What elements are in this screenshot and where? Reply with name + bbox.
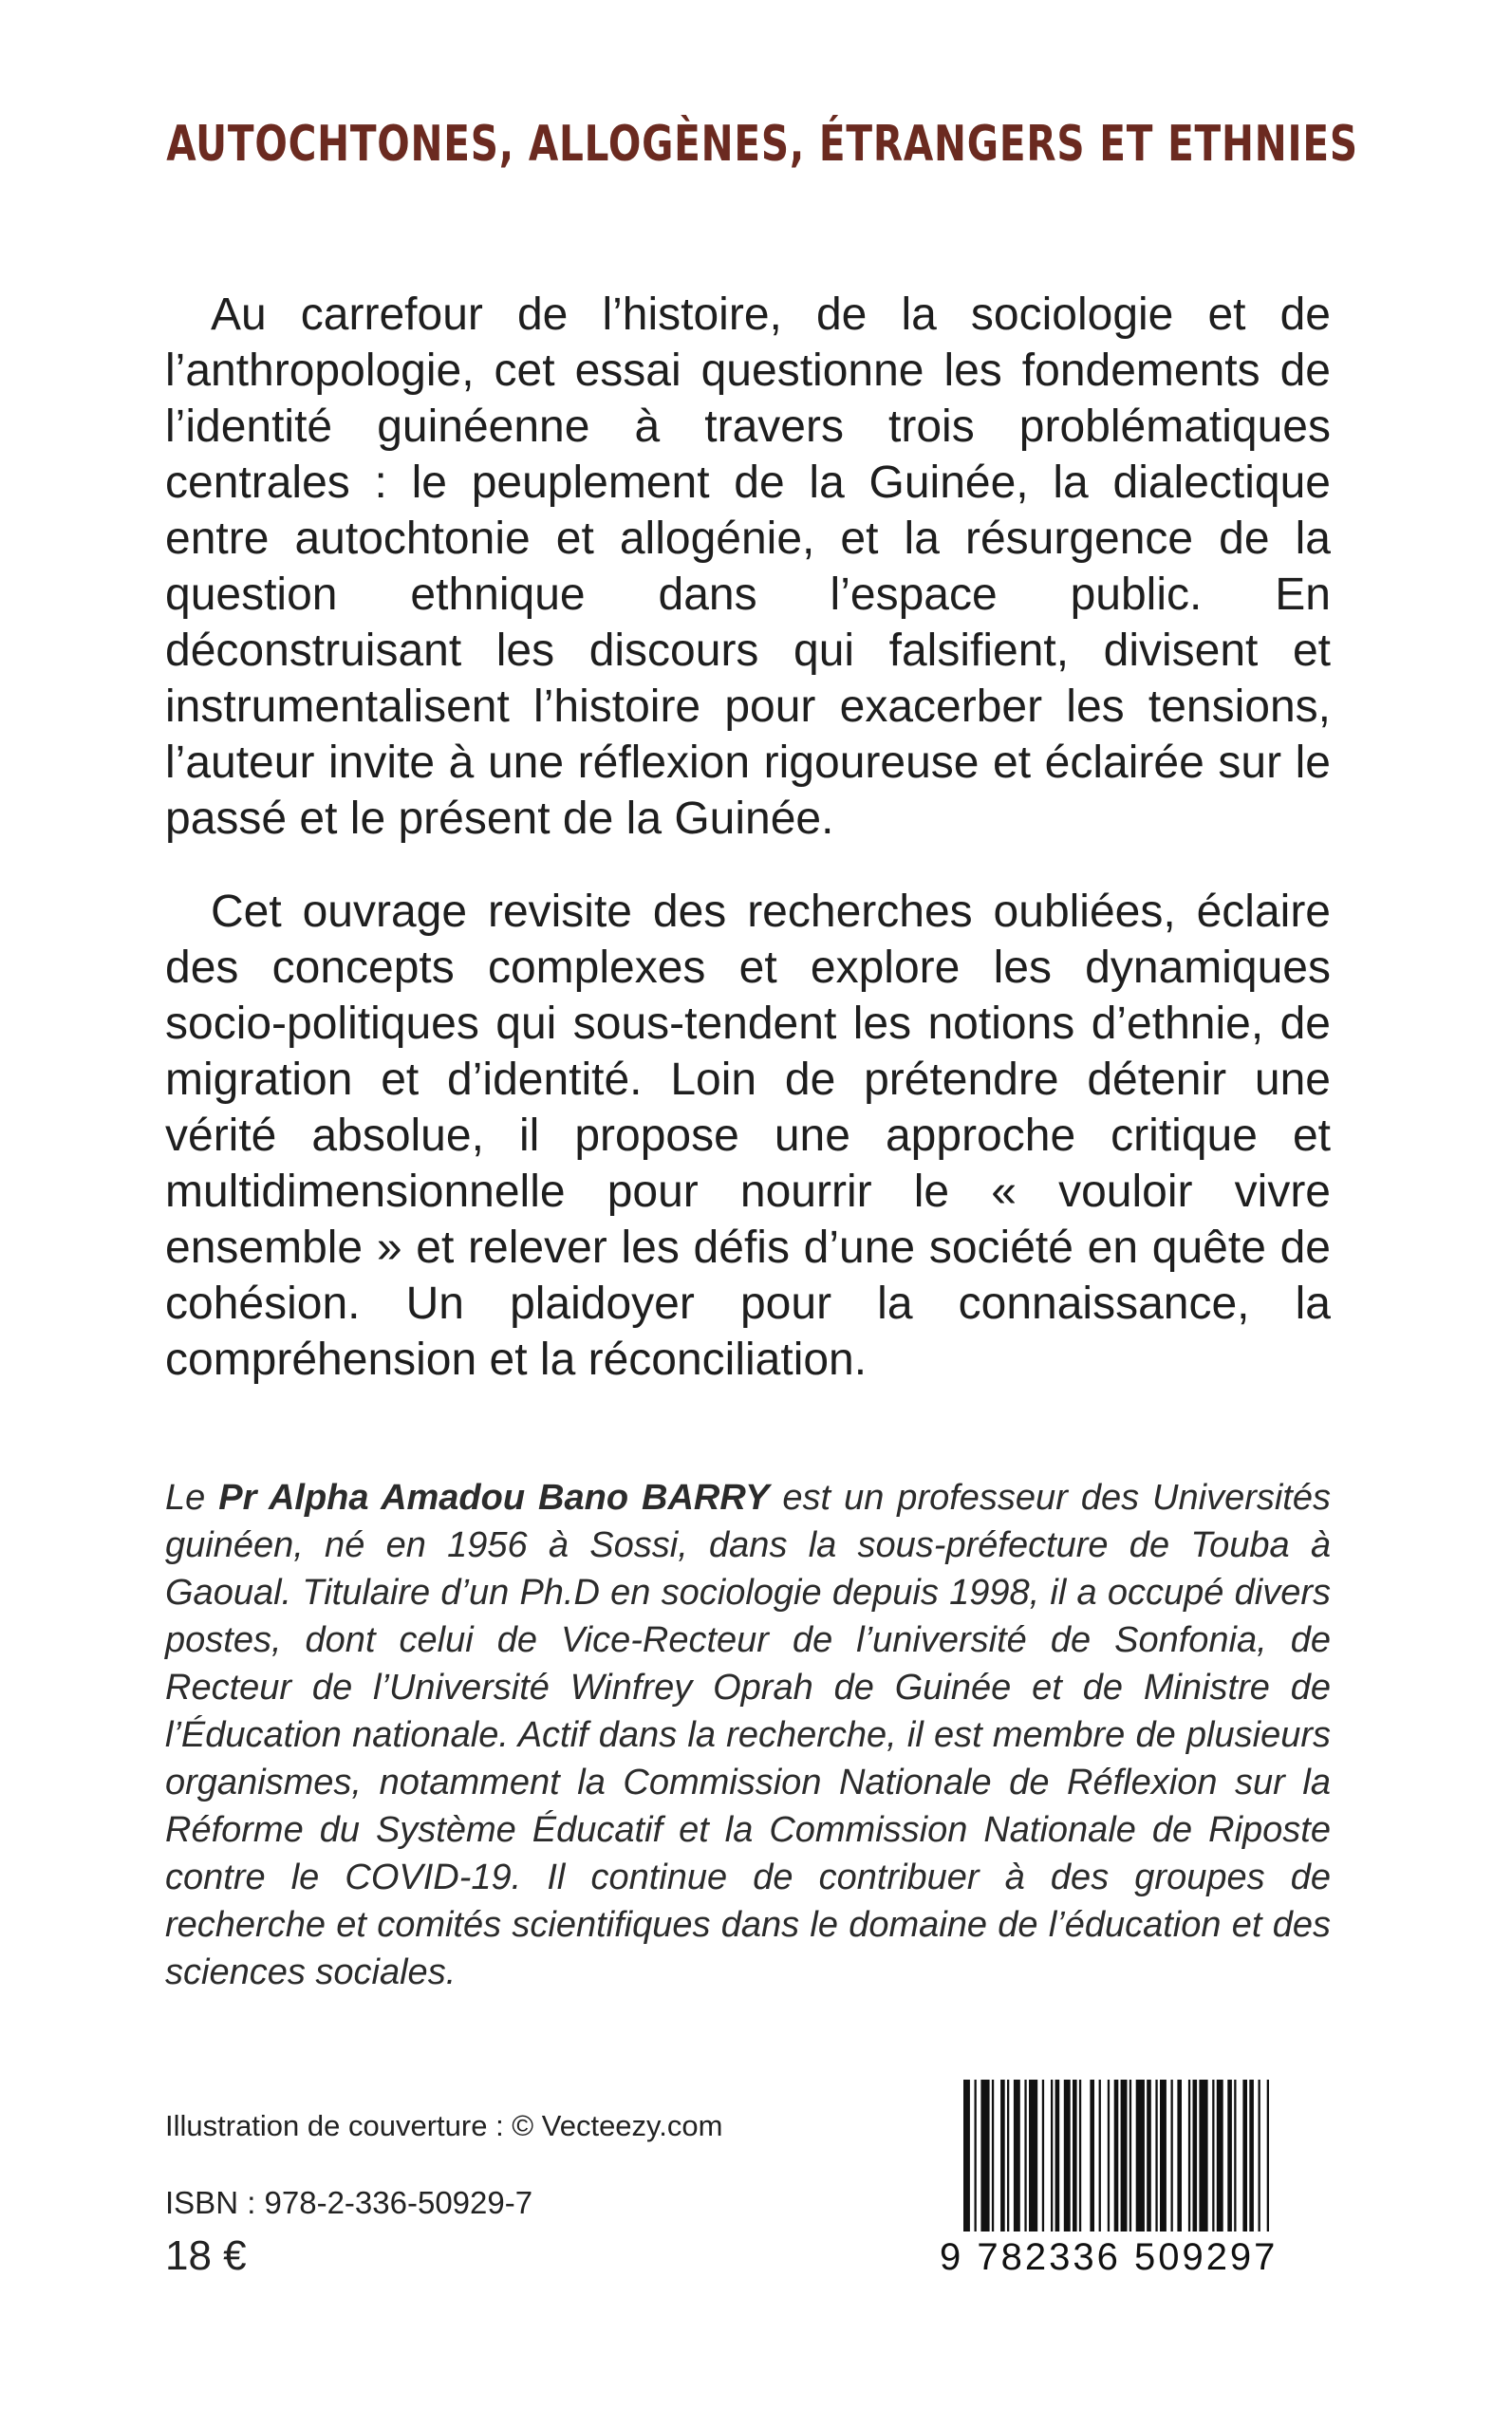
book-title: AUTOCHTONES, ALLOGÈNES, ÉTRANGERS ET ETHNIES xyxy=(166,116,1358,173)
barcode-bar xyxy=(1007,2080,1009,2232)
barcode-bar xyxy=(1212,2080,1214,2232)
barcode-bar xyxy=(1042,2080,1044,2232)
barcode-bar xyxy=(1160,2080,1167,2232)
barcode-bar xyxy=(1055,2080,1060,2232)
barcode-bar xyxy=(1242,2080,1247,2232)
barcode-bar xyxy=(963,2080,970,2232)
barcode-bar xyxy=(1217,2080,1223,2232)
author-name: Pr Alpha Amadou Bano BARRY xyxy=(218,1478,770,1518)
barcode-bar xyxy=(1129,2080,1131,2232)
barcode-bar xyxy=(1188,2080,1190,2232)
barcode-bar xyxy=(1121,2080,1128,2232)
barcode-bar xyxy=(1227,2080,1232,2232)
isbn: ISBN : 978-2-336-50929-7 xyxy=(165,2185,533,2220)
barcode-bar xyxy=(1079,2080,1081,2232)
barcode-bar xyxy=(1114,2080,1119,2232)
barcode-bar xyxy=(1073,2080,1077,2232)
barcode-bar xyxy=(1064,2080,1071,2232)
summary-paragraph-2: Cet ouvrage revisite des recherches oubliées, éclaire des concepts complexes et explore les dynamiques socio-politiques qui sous-tendent les notions d’ethnie, de migration et d’identité. Loin de prétendre détenir une vérité absolue, il propose une approche critique et multidimensionnelle pour nourrir le « vouloir vivre ensemble » et relever les défis d’une société en quête de cohésion. Un plaidoyer pour la connaissance, la compréhension et la réconciliation. xyxy=(165,887,1331,1385)
barcode-bar xyxy=(980,2080,989,2232)
barcode-bar xyxy=(1234,2080,1236,2232)
price: 18 € xyxy=(165,2232,247,2279)
barcode-bar xyxy=(992,2080,994,2232)
barcode-bar xyxy=(1177,2080,1182,2232)
summary-paragraph-1: Au carrefour de l’histoire, de la sociologie et de l’anthropologie, cet essai questionne les fondements de l’identité guinéenne à travers trois problématiques centrales : le peuplement de la Guinée, la dialectique entre autochtonie et allogénie, et la résurgence de la question ethnique dans l’espace public. En déconstruisant les discours qui falsifient, divisent et instrumentalisent l’histoire pour exacerber les tensions, l’auteur invite à une réflexion rigoureuse et éclairée sur le passé et le présent de la Guinée. xyxy=(165,289,1331,844)
author-bio xyxy=(165,1474,1331,1996)
barcode-bar xyxy=(1136,2080,1145,2232)
barcode-bar xyxy=(1090,2080,1094,2232)
barcode-bar xyxy=(1051,2080,1053,2232)
barcode-digits: 9 782336 509297 xyxy=(940,2236,1279,2278)
barcode-bar xyxy=(1000,2080,1005,2232)
barcode-bar xyxy=(1267,2080,1269,2232)
barcode-bars xyxy=(963,2080,1319,2232)
barcode-bar xyxy=(1147,2080,1151,2232)
barcode-bar xyxy=(975,2080,977,2232)
barcode-bar xyxy=(1155,2080,1157,2232)
barcode-bar xyxy=(1029,2080,1037,2232)
barcode-bar xyxy=(1259,2080,1260,2232)
barcode-bar xyxy=(1193,2080,1198,2232)
barcode-bar xyxy=(1249,2080,1254,2232)
barcode-bar xyxy=(1108,2080,1110,2232)
barcode-bar xyxy=(1099,2080,1101,2232)
barcode-bar xyxy=(1014,2080,1020,2232)
bio-prefix: Le xyxy=(165,1478,219,1518)
barcode-bar xyxy=(1024,2080,1026,2232)
barcode-bar xyxy=(1171,2080,1173,2232)
barcode-bar xyxy=(1199,2080,1207,2232)
bio-text: est un professeur des Universités guinéen, né en 1956 à Sossi, dans la sous-préfecture de Touba à Gaoual. Titulaire d’un Ph.D en sociologie depuis 1998, il a occupé divers postes, dont celui de Vice-Recteur de l’université de Sonfonia, de Recteur de l’Université Winfrey Oprah de Guinée et de Ministre de l’Éducation nationale. Actif dans la recherche, il est membre de plusieurs organismes, notamment la Commission Nationale de Réflexion sur la Réforme du Système Éducatif et la Commission Nationale de Riposte contre le COVID-19. Il continue de contribuer à des groupes de recherche et comités scientifiques dans le domaine de l’éducation et des sciences sociales. xyxy=(165,1478,1331,1992)
cover-illustration-credit: Illustration de couverture : © Vecteezy.com xyxy=(165,2109,723,2142)
